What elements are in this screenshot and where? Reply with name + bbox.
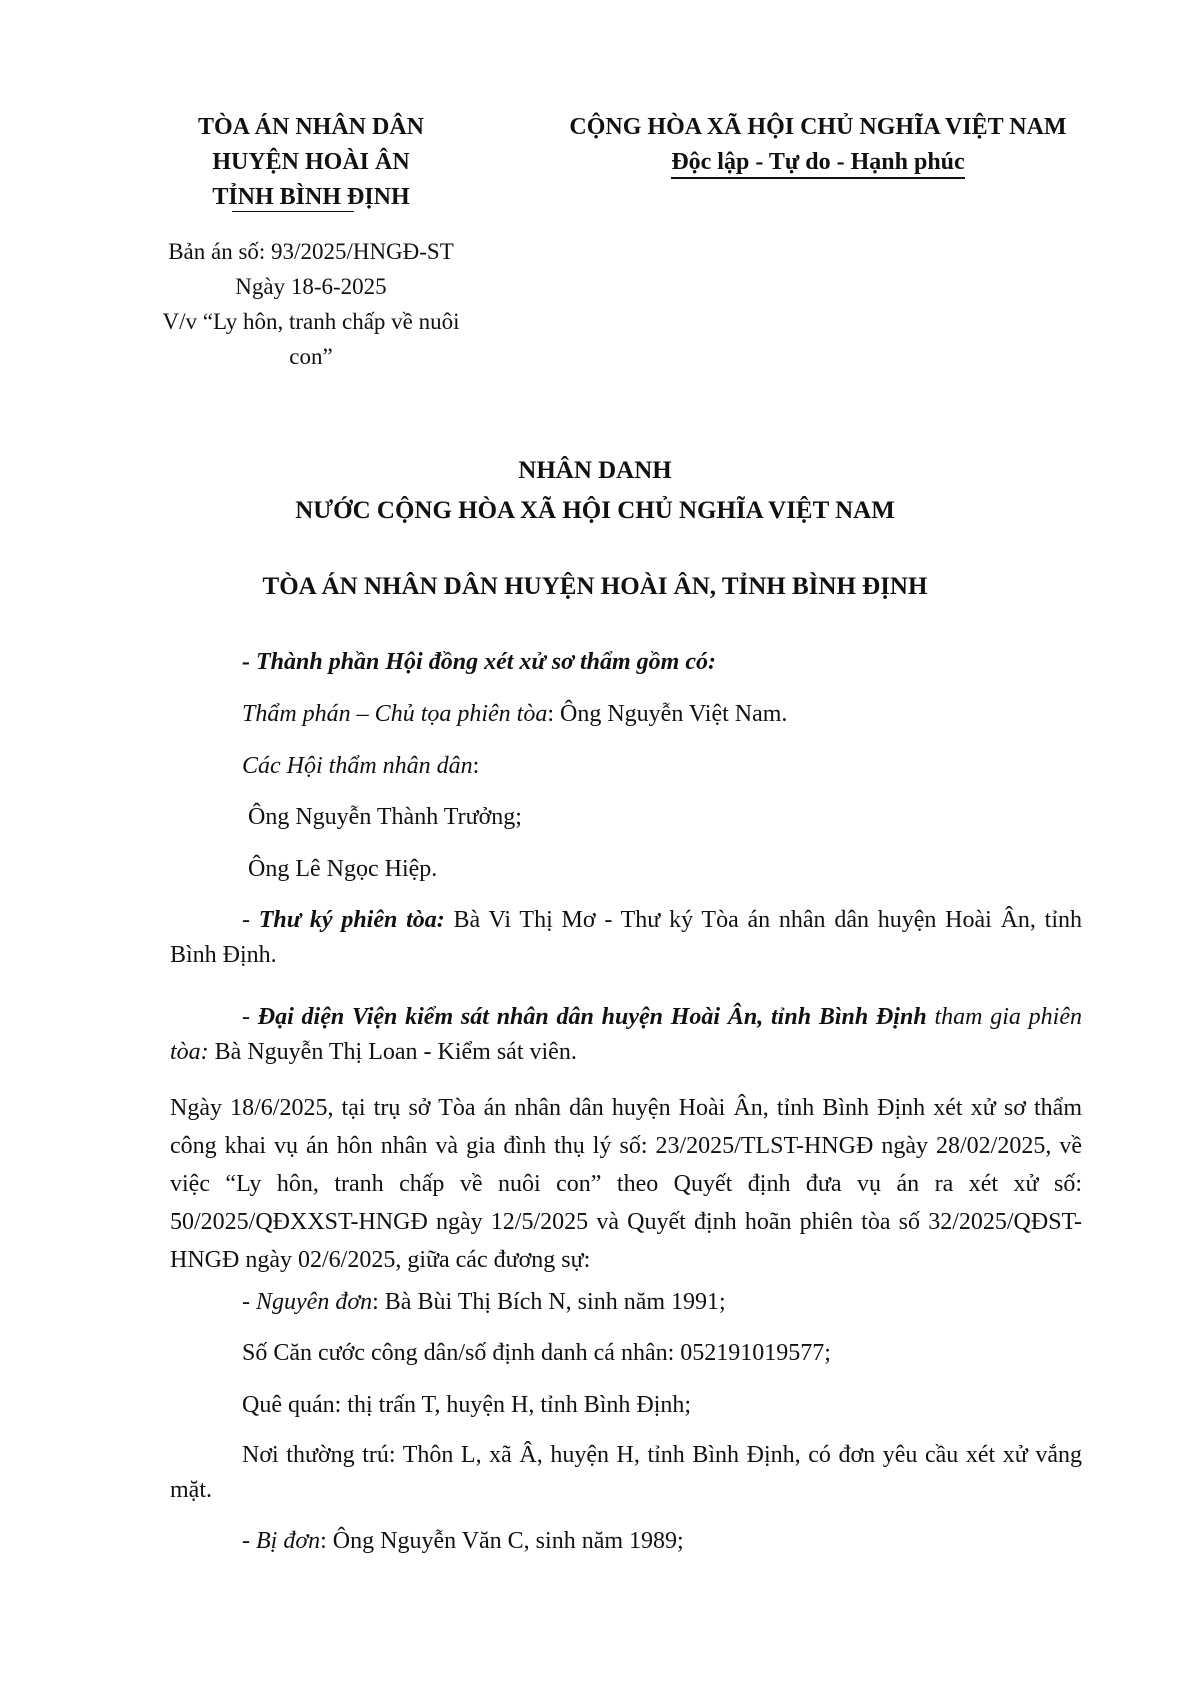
procurator-label2: tham gia phiên tòa: [170, 1004, 1082, 1065]
defendant-line [242, 1524, 684, 1559]
clerk-value: Bà Vi Thị Mơ - Thư ký Tòa án nhân dân huyện Hoài Ân, tỉnh Bình Định. [170, 907, 1082, 968]
court-header [126, 110, 496, 215]
title-in-the-name: NHÂN DANH [518, 457, 672, 484]
intro-paragraph: Ngày 18/6/2025, tại trụ sở Tòa án nhân dân huyện Hoài Ân, tỉnh Bình Định xét xử sơ thẩm công khai vụ án hôn nhân và gia đình thụ lý số: 23/2025/TLST-HNGĐ ngày 28/02/2025, về việc “Ly hôn, tranh chấp về nuôi con” theo Quyết định đưa vụ án ra xét xử số: 50/2025/QĐXXST-HNGĐ ngày 12/5/2025 và Quyết định hoãn phiên tòa số 32/2025/QĐST-HNGĐ ngày 02/6/2025, giữa các đương sự: [170, 1095, 1082, 1273]
court-name-line1: TÒA ÁN NHÂN DÂN [197, 114, 424, 140]
court-name-line3: TỈNH BÌNH ĐỊNH [212, 184, 410, 210]
panel-heading: - Thành phần Hội đồng xét xử sơ thẩm gồm có: [242, 649, 716, 675]
court-header-underline [232, 211, 354, 212]
assessor-1: Ông Nguyễn Thành Trưởng; [242, 804, 522, 830]
title-court: TÒA ÁN NHÂN DÂN HUYỆN HOÀI ÂN, TỈNH BÌNH ĐỊNH [262, 573, 928, 600]
judge-line [242, 697, 787, 732]
judge-value: : Ông Nguyễn Việt Nam. [547, 701, 788, 727]
case-info [126, 234, 496, 374]
case-subject-line2: con” [289, 344, 333, 369]
national-header [528, 110, 1108, 180]
procurator-paragraph [170, 1000, 1082, 1070]
plaintiff-id: Số Căn cước công dân/số định danh cá nhân: 052191019577; [242, 1340, 831, 1366]
procurator-label: Đại diện Viện kiểm sát nhân dân huyện Hoài Ân, tỉnh Bình Định [257, 1004, 927, 1030]
assessors-colon: : [472, 753, 480, 779]
defendant-value: : Ông Nguyễn Văn C, sinh năm 1989; [320, 1528, 684, 1554]
case-number: Bản án số: 93/2025/HNGĐ-ST [168, 239, 454, 264]
defendant-label: Bị đơn [256, 1528, 321, 1554]
assessor-2: Ông Lê Ngọc Hiệp. [242, 856, 438, 882]
defendant-dash: - [242, 1528, 256, 1554]
plaintiff-value: : Bà Bùi Thị Bích N, sinh năm 1991; [372, 1289, 726, 1315]
plaintiff-hometown: Quê quán: thị trấn T, huyện H, tỉnh Bình Định; [242, 1392, 692, 1418]
plaintiff-dash: - [242, 1289, 256, 1315]
procurator-value: Bà Nguyễn Thị Loan - Kiểm sát viên. [208, 1039, 577, 1065]
national-motto: Độc lập - Tự do - Hạnh phúc [671, 147, 964, 179]
clerk-paragraph [170, 903, 1082, 973]
assessors-line [242, 749, 479, 784]
court-name-line2: HUYỆN HOÀI ÂN [212, 149, 410, 175]
case-subject-line1: V/v “Ly hôn, tranh chấp về nuôi [162, 309, 460, 334]
assessors-label: Các Hội thẩm nhân dân [242, 753, 473, 779]
clerk-dash: - [242, 907, 259, 933]
plaintiff-label: Nguyên đơn [256, 1289, 373, 1315]
plaintiff-line [242, 1285, 726, 1320]
judge-label: Thẩm phán – Chủ tọa phiên tòa [242, 701, 548, 727]
clerk-label: Thư ký phiên tòa: [258, 907, 445, 933]
title-nation: NƯỚC CỘNG HÒA XÃ HỘI CHỦ NGHĨA VIỆT NAM [295, 497, 895, 524]
plaintiff-residence: Nơi thường trú: Thôn L, xã Â, huyện H, tỉnh Bình Định, có đơn yêu cầu xét xử vắng mặt. [170, 1442, 1082, 1503]
procurator-dash: - [242, 1004, 258, 1030]
case-date: Ngày 18-6-2025 [235, 274, 387, 299]
national-name: CỘNG HÒA XÃ HỘI CHỦ NGHĨA VIỆT NAM [569, 114, 1067, 140]
